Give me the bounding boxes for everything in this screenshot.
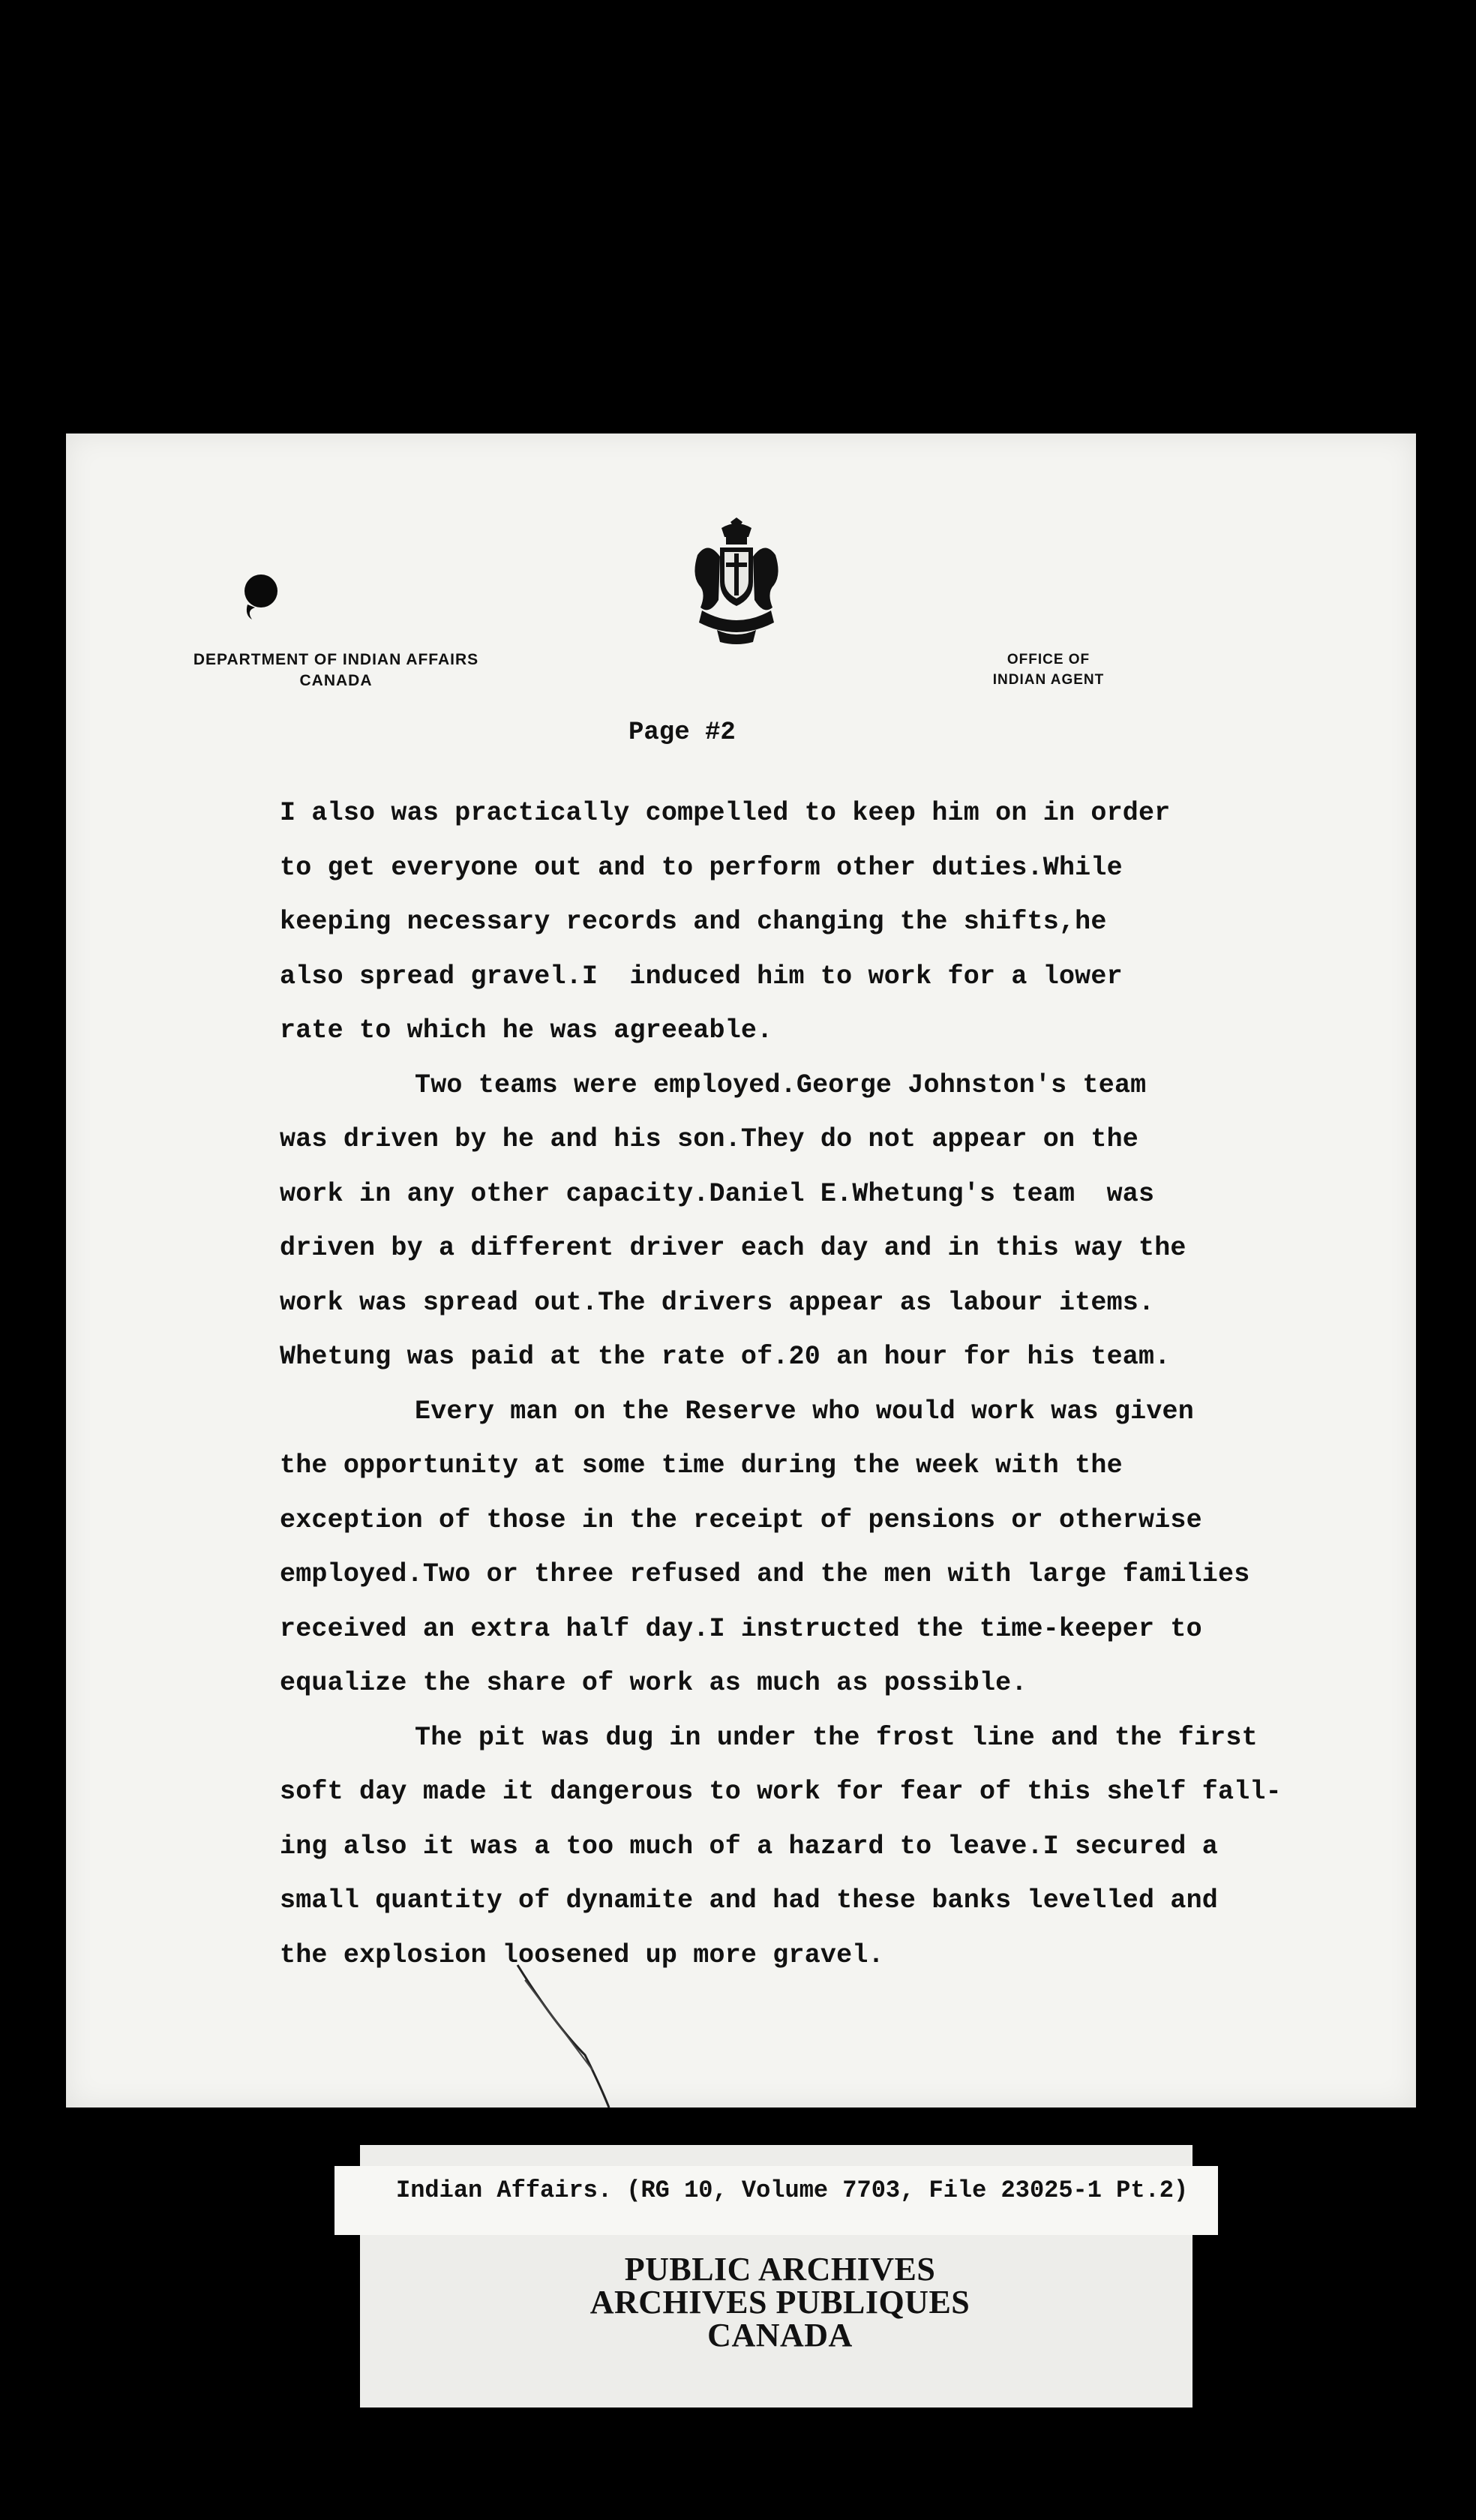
text-line: I also was practically compelled to keep him on in order <box>280 798 1171 828</box>
text-line: small quantity of dynamite and had these banks levelled and <box>280 1886 1219 1916</box>
text-line: exception of those in the receipt of pensions or otherwise <box>280 1504 1202 1535</box>
text-line: employed.Two or three refused and the men with large families <box>280 1559 1250 1589</box>
office-line-1: OFFICE OF <box>1006 652 1090 668</box>
stamp-line-1: PUBLIC ARCHIVES <box>624 2251 936 2288</box>
text-line: work was spread out.The drivers appear as labour items. <box>280 1287 1155 1318</box>
text-line: to get everyone out and to perform other duties.While <box>280 852 1123 883</box>
stamp-line-3: CANADA <box>707 2317 853 2354</box>
public-archives-stamp <box>525 2253 1035 2352</box>
text-line: received an extra half day.I instructed the time-keeper to <box>280 1613 1202 1644</box>
text-line: the opportunity at some time during the week with the <box>280 1450 1123 1480</box>
text-line: Every man on the Reserve who would work was given <box>415 1396 1194 1426</box>
department-name: DEPARTMENT OF INDIAN AFFAIRS <box>193 651 479 668</box>
stamp-line-2: ARCHIVES PUBLIQUES <box>590 2284 970 2320</box>
text-line: Two teams were employed.George Johnston's team <box>415 1070 1147 1100</box>
text-line: rate to which he was agreeable. <box>280 1016 773 1046</box>
text-line: was driven by he and his son.They do not appear on the <box>280 1124 1138 1154</box>
text-line: The pit was dug in under the frost line and the first <box>415 1722 1258 1753</box>
text-line: Whetung was paid at the rate of.20 an hour for his team. <box>280 1342 1171 1372</box>
text-line: soft day made it dangerous to work for fear of this shelf fall- <box>280 1777 1282 1807</box>
page-number: Page #2 <box>628 718 736 747</box>
text-line: work in any other capacity.Daniel E.Whetung's team was <box>280 1178 1155 1209</box>
text-line: also spread gravel.I induced him to work for a lower <box>280 961 1123 992</box>
text-line: driven by a different driver each day and in this way the <box>280 1233 1186 1263</box>
text-line: the explosion loosened up more gravel. <box>280 1940 884 1970</box>
text-line: keeping necessary records and changing the shifts,he <box>280 907 1107 937</box>
office-line-2: INDIAN AGENT <box>992 672 1105 688</box>
archive-citation: Indian Affairs. (RG 10, Volume 7703, File 23025-1 Pt.2) <box>396 2176 1189 2204</box>
text-line: ing also it was a too much of a hazard to leave.I secured a <box>280 1831 1219 1862</box>
text-line: equalize the share of work as much as possible. <box>280 1668 1028 1698</box>
department-country: CANADA <box>299 672 373 689</box>
